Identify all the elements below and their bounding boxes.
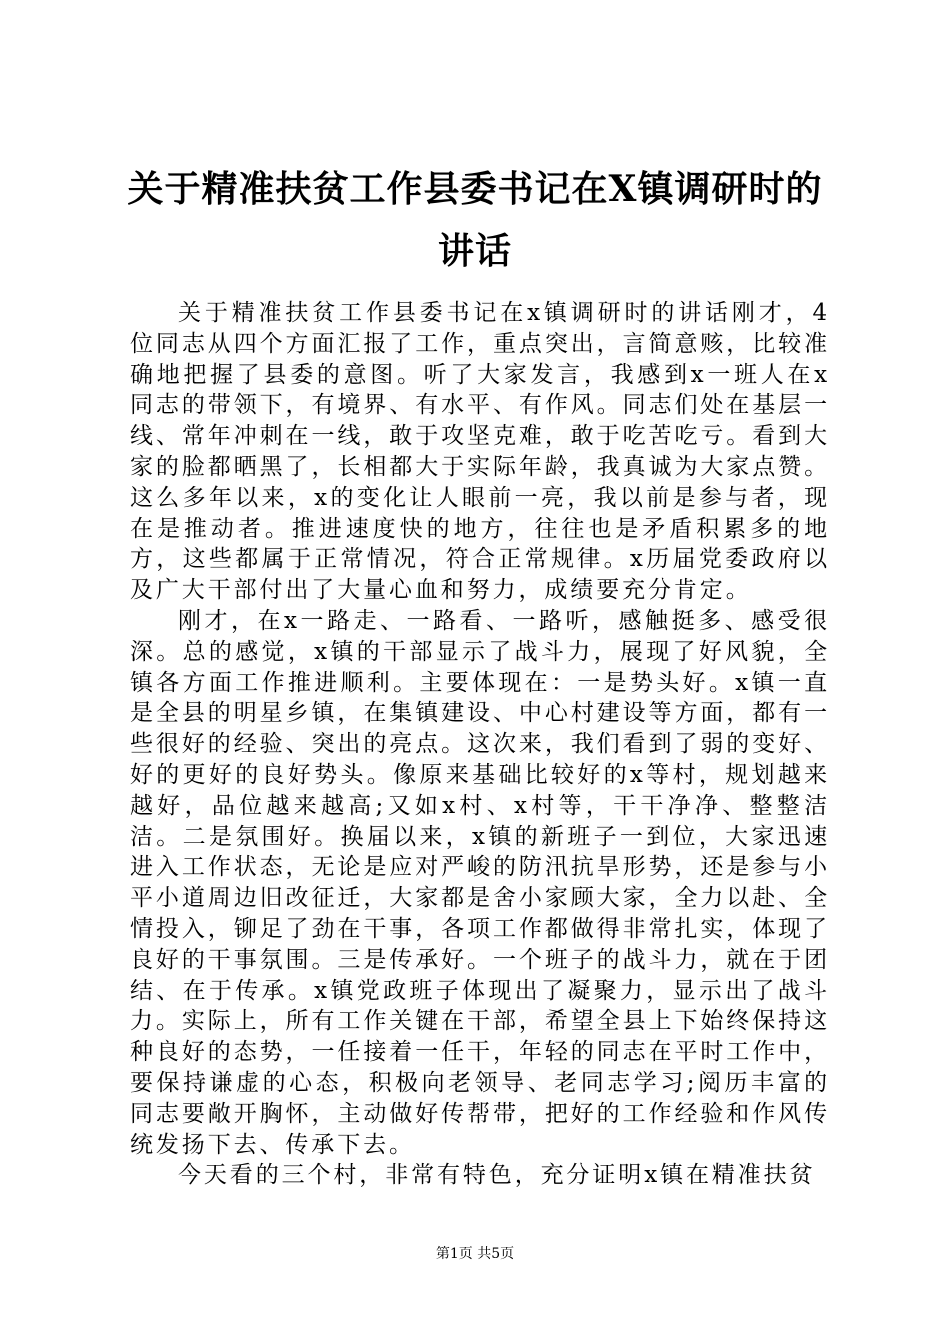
body-paragraph: 关于精准扶贫工作县委书记在x镇调研时的讲话刚才，4位同志从四个方面汇报了工作，重点突出，言简意赅，比较准确地把握了县委的意图。听了大家发言，我感到x一班人在x同志的带领下，有境界、有水平、有作风。同志们处在基层一线、常年冲刺在一线，敢于攻坚克难，敢于吃苦吃亏。看到大家的脸都晒黑了，长相都大于实际年龄，我真诚为大家点赞。这么多年以来，x的变化让人眼前一亮，我以前是参与者，现在是推动者。推进速度快的地方，往往也是矛盾积累多的地方，这些都属于正常情况，符合正常规律。x历届党委政府以及广大干部付出了大量心血和努力，成绩要充分肯定。: [130, 300, 830, 604]
document-title: 关于精准扶贫工作县委书记在X镇调研时的讲话: [127, 168, 823, 272]
document-body: [130, 298, 830, 1191]
page-number-footer: 第1页 共5页: [435, 1246, 515, 1262]
body-paragraph: 刚才，在x一路走、一路看、一路听，感触挺多、感受很深。总的感觉，x镇的干部显示了战斗力，展现了好风貌，全镇各方面工作推进顺利。主要体现在：一是势头好。x镇一直是全县的明星乡镇，在集镇建设、中心村建设等方面，都有一些很好的经验、突出的亮点。这次来，我们看到了弱的变好、好的更好的良好势头。像原来基础比较好的x等村，规划越来越好，品位越来越高;又如x村、x村等，干干净净、整整洁洁。二是氛围好。换届以来，x镇的新班子一到位，大家迅速进入工作状态，无论是应对严峻的防汛抗旱形势，还是参与小平小道周边旧改征迁，大家都是舍小家顾大家，全力以赴、全情投入，铆足了劲在干事，各项工作都做得非常扎实，体现了良好的干事氛围。三是传承好。一个班子的战斗力，就在于团结、在于传承。x镇党政班子体现出了凝聚力，显示出了战斗力。实际上，所有工作关键在干部，希望全县上下始终保持这种良好的态势，一任接着一任干，年轻的同志在平时工作中，要保持谦虚的心态，积极向老领导、老同志学习;阅历丰富的同志要敞开胸怀，主动做好传帮带，把好的工作经验和作风传统发扬下去、传承下去。: [130, 607, 830, 1158]
body-paragraph: 今天看的三个村，非常有特色，充分证明x镇在精准扶贫: [178, 1162, 816, 1189]
